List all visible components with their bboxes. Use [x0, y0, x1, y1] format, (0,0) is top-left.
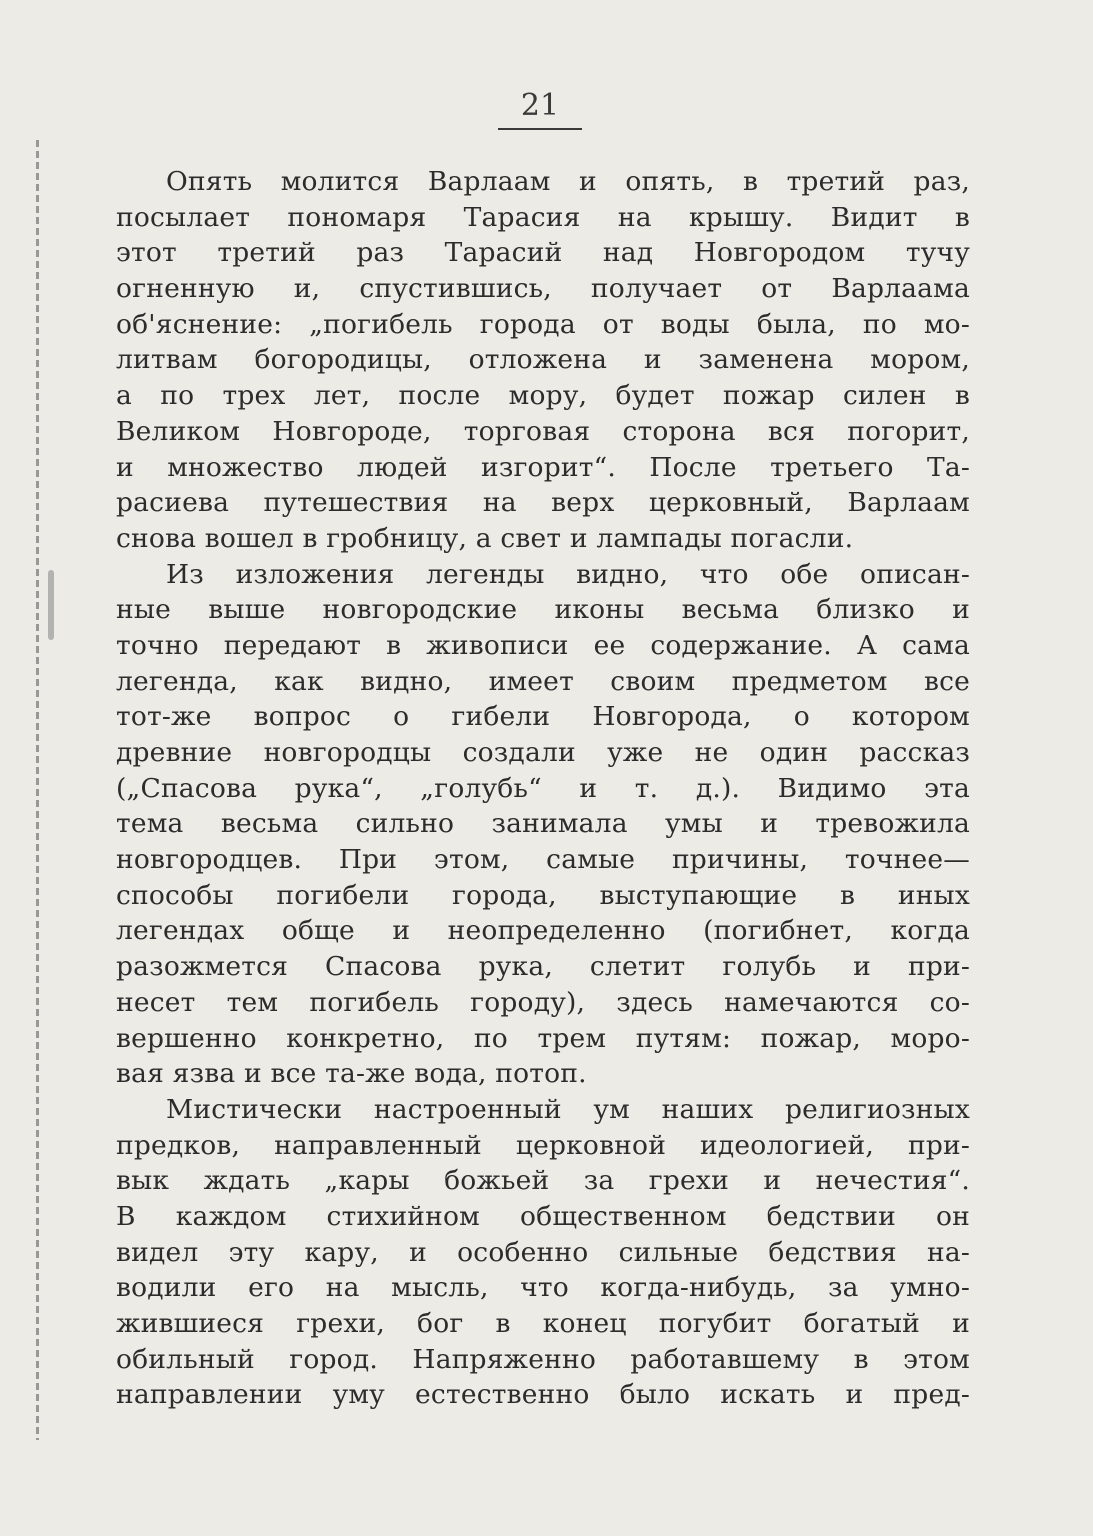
- text-line: („Спасова рука“, „голубь“ и т. д.). Видимо эта: [116, 772, 970, 804]
- text-line: новгородцев. При этом, самые причины, точнее—: [116, 844, 970, 876]
- binding-edge-decoration: [22, 140, 62, 1440]
- body-text: [116, 164, 970, 1413]
- text-line: Великом Новгороде, торговая сторона вся погорит,: [116, 415, 970, 447]
- text-line: тот-же вопрос о гибели Новгорода, о котором: [116, 701, 970, 733]
- text-line: расиева путешествия на верх церковный, Варлаам: [116, 487, 970, 519]
- text-line: посылает пономаря Тарасия на крышу. Видит в: [116, 201, 970, 233]
- text-line: В каждом стихийном общественном бедствии он: [116, 1200, 970, 1232]
- text-line: Из изложения легенды видно, что обе описан-: [166, 558, 970, 590]
- text-line: древние новгородцы создали уже не один рассказ: [116, 737, 970, 768]
- text-line: об'яснение: „погибель города от воды была, по мо-: [116, 308, 970, 340]
- text-line: вершенно конкретно, по трем путям: пожар, моро-: [116, 1022, 970, 1054]
- text-line: ные выше новгородские иконы весьма близко и: [116, 594, 970, 626]
- binding-mark: [48, 570, 54, 640]
- text-line: водили его на мысль, что когда-нибудь, за умно-: [116, 1272, 970, 1304]
- text-line: легендах обще и неопределенно (погибнет, когда: [116, 915, 970, 947]
- text-line: жившиеся грехи, бог в конец погубит богатый и: [116, 1308, 970, 1339]
- text-line: точно передают в живописи ее содержание. А сама: [116, 629, 970, 661]
- text-line: видел эту кару, и особенно сильные бедствия на-: [116, 1236, 970, 1268]
- text-line: разожмется Спасова рука, слетит голубь и при-: [116, 951, 970, 983]
- text-line: несет тем погибель городу), здесь намечаются со-: [116, 986, 970, 1018]
- text-line: способы погибели города, выступающие в иных: [116, 879, 970, 911]
- text-line: направлении уму естественно было искать и пред-: [116, 1379, 970, 1411]
- text-line: вык ждать „кары божьей за грехи и нечестия“.: [116, 1165, 970, 1197]
- text-line: этот третий раз Тарасий над Новгородом тучу: [116, 237, 970, 269]
- text-line: предков, направленный церковной идеологией, при-: [116, 1129, 970, 1161]
- page-number: 21: [520, 88, 560, 123]
- text-line: Опять молится Варлаам и опять, в третий раз,: [166, 166, 970, 197]
- page-number-rule: [498, 128, 582, 130]
- text-line: вая язва и все та-же вода, потоп.: [116, 1058, 587, 1090]
- text-line: снова вошел в гробницу, а свет и лампады погасли.: [116, 522, 854, 554]
- text-line: тема весьма сильно занимала умы и тревожила: [116, 808, 970, 840]
- text-line: Мистически настроенный ум наших религиозных: [166, 1093, 970, 1125]
- text-line: легенда, как видно, имеет своим предметом все: [116, 665, 970, 697]
- text-line: и множество людей изгорит“. После третьего Та-: [116, 451, 970, 483]
- text-line: литвам богородицы, отложена и заменена мором,: [116, 344, 970, 376]
- text-line: а по трех лет, после мору, будет пожар силен в: [116, 380, 970, 412]
- text-line: обильный город. Напряженно работавшему в этом: [116, 1343, 970, 1375]
- text-line: огненную и, спустившись, получает от Варлаама: [116, 273, 970, 305]
- binding-shadow-line: [36, 140, 39, 1440]
